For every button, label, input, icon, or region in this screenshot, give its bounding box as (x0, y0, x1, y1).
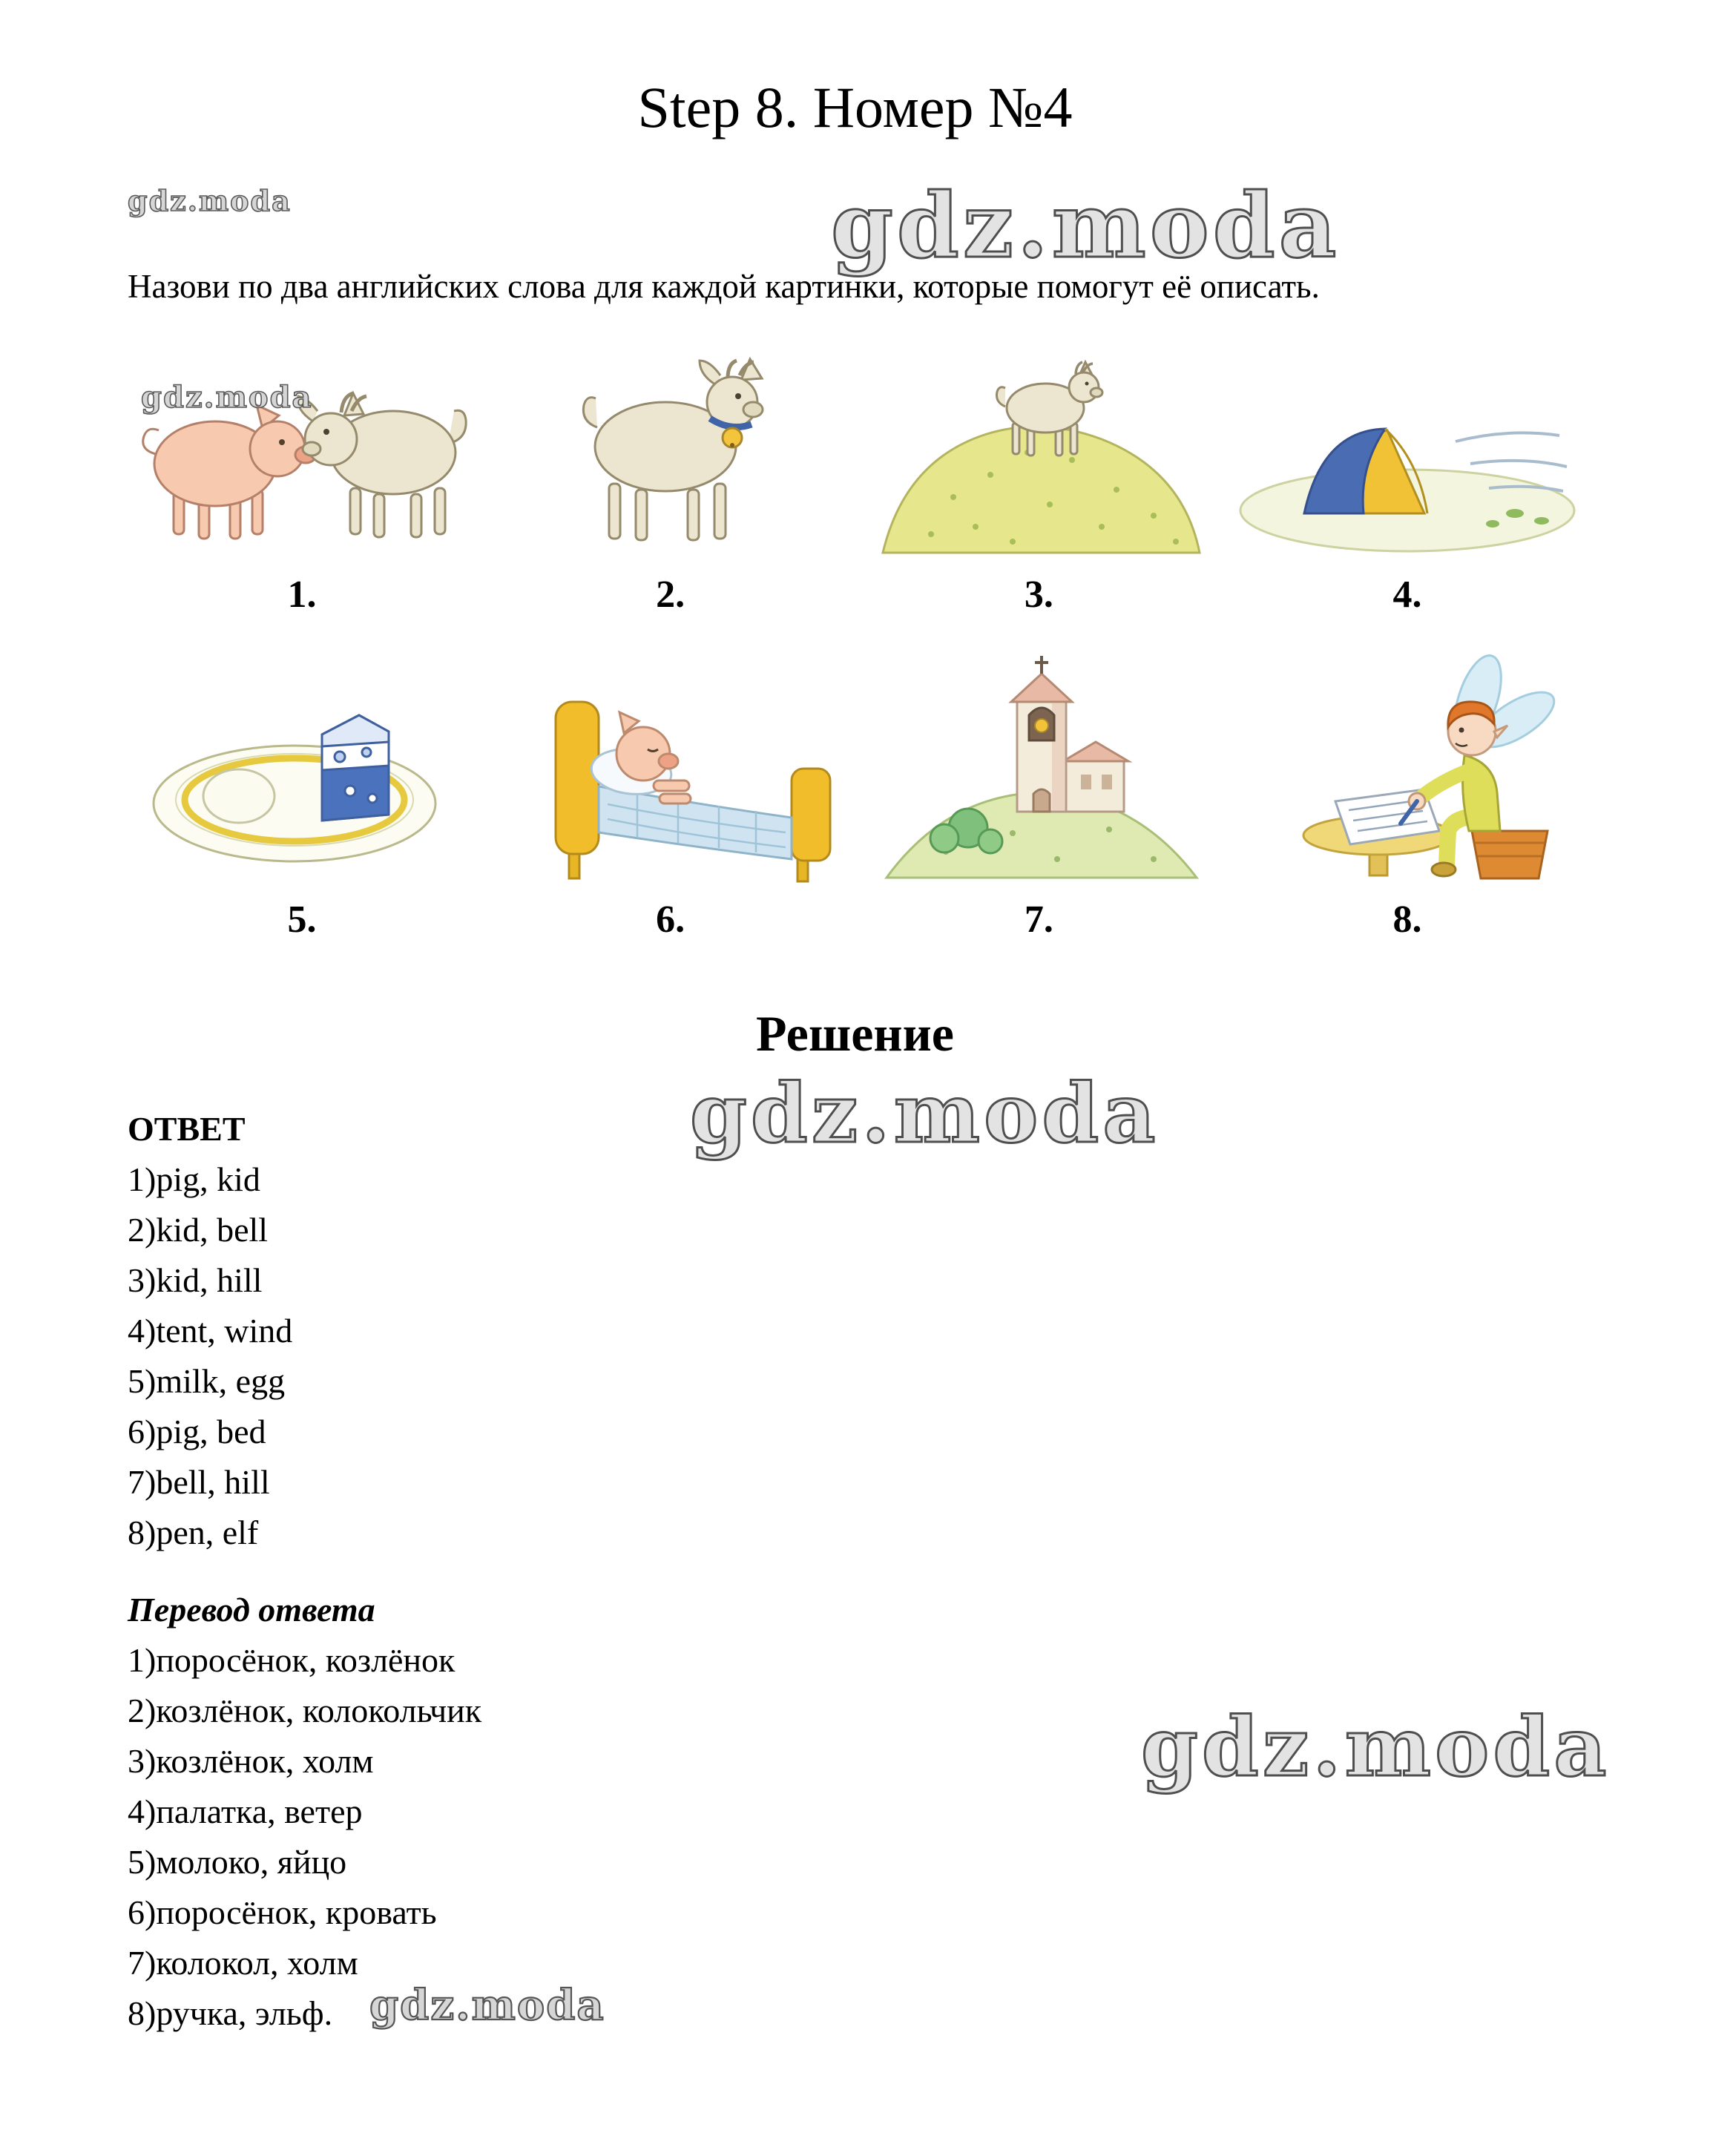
bell-tower-on-hill-illustration (864, 644, 1213, 889)
picture-5 (128, 644, 476, 941)
watermark-bottom: gdz.moda (369, 1981, 605, 2030)
picture-4 (1233, 319, 1582, 617)
picture-7-number: 7. (1024, 898, 1053, 941)
answers-block (128, 1104, 292, 1558)
answers-heading: ОТВЕТ (128, 1110, 246, 1148)
translation-line-3: 3)козлёнок, холм (128, 1742, 374, 1780)
solution-heading: Решение (756, 1005, 954, 1062)
picture-3-number: 3. (1024, 573, 1053, 616)
translations-block (128, 1585, 481, 2039)
picture-2 (496, 319, 845, 617)
answer-line-3: 3)kid, hill (128, 1261, 263, 1299)
translation-line-2: 2)козлёнок, колокольчик (128, 1692, 482, 1729)
plate-with-egg-and-milk-illustration (128, 644, 476, 889)
translation-line-5: 5)молоко, яйцо (128, 1843, 347, 1881)
picture-2-number: 2. (656, 573, 685, 616)
answer-line-4: 4)tent, wind (128, 1312, 293, 1350)
tent-in-wind-illustration (1233, 319, 1582, 564)
translation-heading: Перевод ответа (128, 1591, 375, 1628)
watermark-picture: gdz.moda (141, 380, 313, 415)
watermark-header: gdz.moda (831, 174, 1341, 278)
watermark-solution: gdz.moda (690, 1065, 1160, 1161)
pictures-row-2 (128, 644, 1582, 941)
picture-6-number: 6. (656, 898, 685, 941)
task-text: Назови по два английских слова для каждой картинки, которые помогут её описать. (128, 268, 1320, 305)
pig-and-goat-kid-illustration (128, 319, 476, 564)
picture-1-number: 1. (287, 573, 317, 616)
page-title: Step 8. Номер №4 (637, 75, 1073, 139)
picture-4-number: 4. (1392, 573, 1422, 616)
watermark-right: gdz.moda (1141, 1699, 1611, 1795)
goat-kid-with-bell-illustration (496, 319, 845, 564)
picture-5-number: 5. (287, 898, 317, 941)
answer-line-1: 1)pig, kid (128, 1160, 260, 1198)
picture-1 (128, 319, 476, 617)
picture-8 (1233, 644, 1582, 941)
translation-line-4: 4)палатка, ветер (128, 1792, 363, 1830)
translation-line-7: 7)колокол, холм (128, 1944, 358, 1982)
picture-8-number: 8. (1392, 898, 1422, 941)
answer-line-7: 7)bell, hill (128, 1463, 270, 1501)
elf-writing-with-pen-illustration (1233, 644, 1582, 889)
answer-line-2: 2)kid, bell (128, 1211, 269, 1249)
watermark-top-left: gdz.moda (128, 184, 292, 217)
translation-line-1: 1)поросёнок, козлёнок (128, 1641, 456, 1679)
answer-line-6: 6)pig, bed (128, 1413, 266, 1450)
picture-7 (864, 644, 1213, 941)
answer-line-5: 5)milk, egg (128, 1362, 286, 1400)
picture-3 (864, 319, 1213, 617)
pictures-row-1 (128, 319, 1582, 617)
answer-line-8: 8)pen, elf (128, 1514, 259, 1551)
translation-line-8: 8)ручка, эльф. (128, 1994, 333, 2032)
translation-line-6: 6)поросёнок, кровать (128, 1893, 437, 1931)
goat-kid-on-hill-illustration (864, 319, 1213, 564)
pig-in-bed-illustration (496, 644, 845, 889)
picture-6 (496, 644, 845, 941)
